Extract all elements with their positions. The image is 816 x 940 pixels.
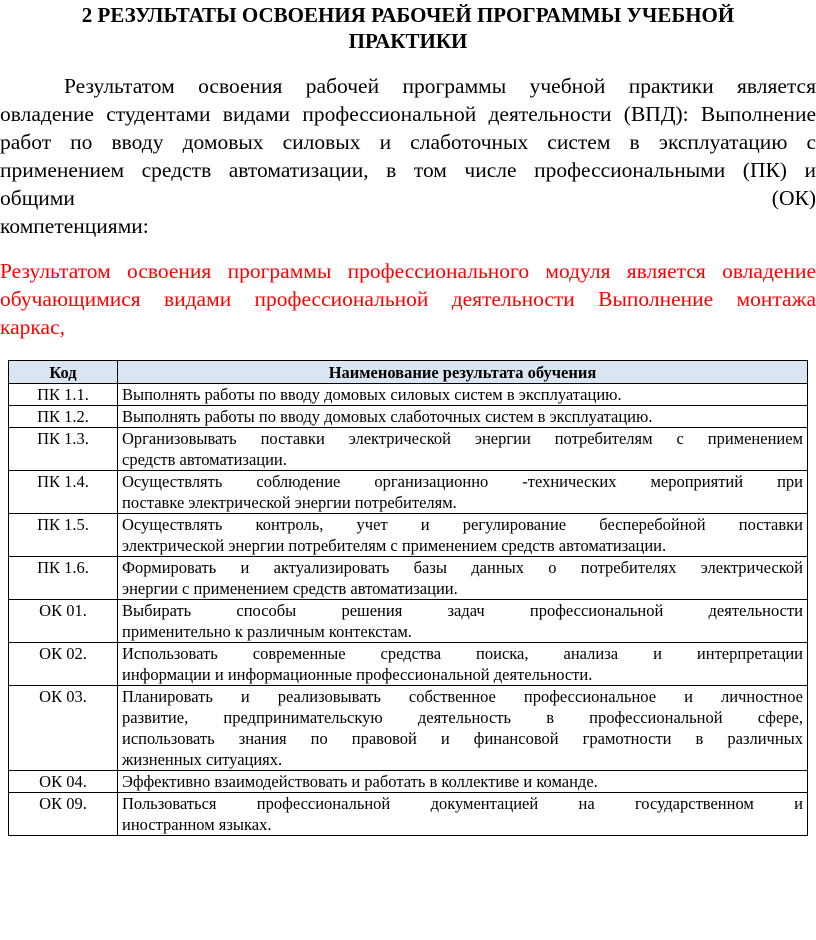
row-code: ОК 02. <box>9 643 118 686</box>
description-line: Выбирать способы решения задач профессиональной деятельности <box>122 601 803 620</box>
description-line: Использовать современные средства поиска, анализа и интерпретации <box>122 644 803 663</box>
description-line: энергии с применением средств автоматизации. <box>122 579 458 598</box>
table-row <box>9 557 808 600</box>
results-table <box>8 360 808 836</box>
description-line: иностранном языках. <box>122 815 272 834</box>
row-description <box>118 557 808 600</box>
row-description <box>118 428 808 471</box>
highlight-line: обучающимися видами профессиональной деятельности Выполнение монтажа <box>0 287 816 311</box>
table-header-row <box>9 361 808 384</box>
description-line: Организовывать поставки электрической энергии потребителям с применением <box>122 429 803 448</box>
table-row <box>9 686 808 771</box>
intro-line: овладение студентами видами профессиональной деятельности (ВПД): Выполнение <box>0 102 816 126</box>
row-description <box>118 771 808 793</box>
row-description <box>118 471 808 514</box>
table-row <box>9 384 808 406</box>
intro-line: работ по вводу домовых силовых и слаботочных систем в эксплуатацию с <box>0 130 816 154</box>
row-description <box>118 514 808 557</box>
row-code: ПК 1.1. <box>9 384 118 406</box>
row-code: ОК 03. <box>9 686 118 771</box>
row-description <box>118 600 808 643</box>
row-code: ОК 04. <box>9 771 118 793</box>
row-code: ОК 09. <box>9 793 118 836</box>
row-code: ПК 1.6. <box>9 557 118 600</box>
title-line-1: 2 РЕЗУЛЬТАТЫ ОСВОЕНИЯ РАБОЧЕЙ ПРОГРАММЫ УЧЕБНОЙ <box>81 3 735 27</box>
row-code: ПК 1.4. <box>9 471 118 514</box>
description-line: Выполнять работы по вводу домовых силовых систем в эксплуатацию. <box>122 385 622 404</box>
row-description <box>118 793 808 836</box>
table-row <box>9 471 808 514</box>
row-description <box>118 384 808 406</box>
highlight-line: каркас, <box>0 315 65 339</box>
row-description <box>118 406 808 428</box>
row-code: ПК 1.2. <box>9 406 118 428</box>
header-name: Наименование результата обучения <box>118 361 808 384</box>
table-row <box>9 428 808 471</box>
row-description <box>118 643 808 686</box>
intro-paragraph <box>0 72 816 240</box>
table-row <box>9 514 808 557</box>
page-title <box>0 2 816 54</box>
table-row <box>9 793 808 836</box>
description-line: использовать знания по правовой и финансовой грамотности в различных <box>122 729 803 748</box>
description-line: Эффективно взаимодействовать и работать в коллективе и команде. <box>122 772 598 791</box>
row-description <box>118 686 808 771</box>
description-line: средств автоматизации. <box>122 450 287 469</box>
description-line: Формировать и актуализировать базы данных о потребителях электрической <box>122 558 803 577</box>
description-line: Выполнять работы по вводу домовых слаботочных систем в эксплуатацию. <box>122 407 653 426</box>
intro-line: применением средств автоматизации, в том числе профессиональными (ПК) и <box>0 158 816 182</box>
highlight-line: Результатом освоения программы профессионального модуля является овладение <box>0 259 816 283</box>
description-line: поставке электрической энергии потребителям. <box>122 493 457 512</box>
intro-line: компетенциями: <box>0 214 149 238</box>
description-line: Планировать и реализовывать собственное профессиональное и личностное <box>122 687 803 706</box>
intro-line: Результатом освоения рабочей программы учебной практики является <box>64 74 816 98</box>
description-line: Осуществлять соблюдение организационно -технических мероприятий при <box>122 472 803 491</box>
table-row <box>9 771 808 793</box>
intro-line: общими (ОК) <box>0 186 816 210</box>
row-code: ОК 01. <box>9 600 118 643</box>
row-code: ПК 1.5. <box>9 514 118 557</box>
header-code: Код <box>9 361 118 384</box>
highlighted-paragraph <box>0 257 816 341</box>
description-line: Пользоваться профессиональной документацией на государственном и <box>122 794 803 813</box>
table-row <box>9 643 808 686</box>
table-row <box>9 600 808 643</box>
description-line: информации и информационные профессиональной деятельности. <box>122 665 593 684</box>
description-line: применительно к различным контекстам. <box>122 622 412 641</box>
description-line: Осуществлять контроль, учет и регулирование бесперебойной поставки <box>122 515 803 534</box>
description-line: жизненных ситуациях. <box>122 750 283 769</box>
table-row <box>9 406 808 428</box>
description-line: развитие, предпринимательскую деятельность в профессиональной сфере, <box>122 708 803 727</box>
row-code: ПК 1.3. <box>9 428 118 471</box>
description-line: электрической энергии потребителям с применением средств автоматизации. <box>122 536 667 555</box>
title-line-2: ПРАКТИКИ <box>348 29 468 53</box>
